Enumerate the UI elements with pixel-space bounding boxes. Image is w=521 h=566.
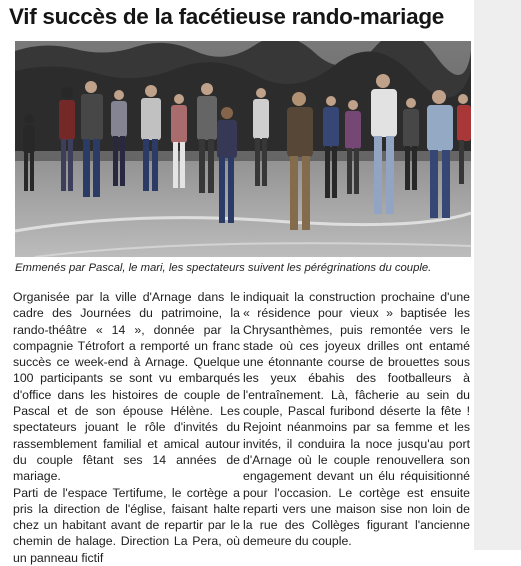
- article-headline: Vif succès de la facétieuse rando-mariage: [9, 4, 444, 29]
- paragraph: Organisée par la ville d'Arnage dans le cadre des Journées du patrimoine, la rando-théâtre « 14 », donnée par la compagnie Tétrofort a remporté un franc succès ce week-end à Arnage. Quelque 100 participants se sont vu embarqués d'office dans les histoires de couple de Pascal et de son épouse Hélène. Les spectateurs jouant le rôle d'invités du rassemblement familial et amical autour du couple fêtant ses 14 années de mariage.: [13, 290, 240, 484]
- article-photo: [15, 41, 471, 257]
- article-column-right: [243, 289, 470, 550]
- photo-caption: Emmenés par Pascal, le mari, les spectateurs suivent les pérégrinations du couple.: [15, 262, 432, 274]
- photo-crowd-walking: [15, 41, 471, 257]
- paragraph: Parti de l'espace Tertifume, le cortège a pris la direction de l'église, faisant halte chez un habitant avant de repartir par le chemin de halage. Direction La Pera, où un panneau fictif: [13, 485, 240, 565]
- paragraph: indiquait la construction prochaine d'une « résidence pour vieux » baptisée les Chrysanthèmes, puis remontée vers le stade où ces joyeux drilles ont entamé une étonnante course de brouettes sous les yeux ébahis des footballeurs à l'entraînement. Là, fâcherie au sein du couple, Pascal furibond déserte la fête ! Rejoint néanmoins par sa femme et les invités, il conduira la noce jusqu'au port d'Arnage où le couple renouvellera son engagement devant un élu réquisitionné pour l'occasion. Le cortège est ensuite reparti vers une maison sise non loin de la rue des Collèges figurant l'ancienne demeure du couple.: [243, 290, 470, 549]
- article-column-left: [13, 289, 240, 566]
- adjacent-page-strip: [474, 0, 521, 550]
